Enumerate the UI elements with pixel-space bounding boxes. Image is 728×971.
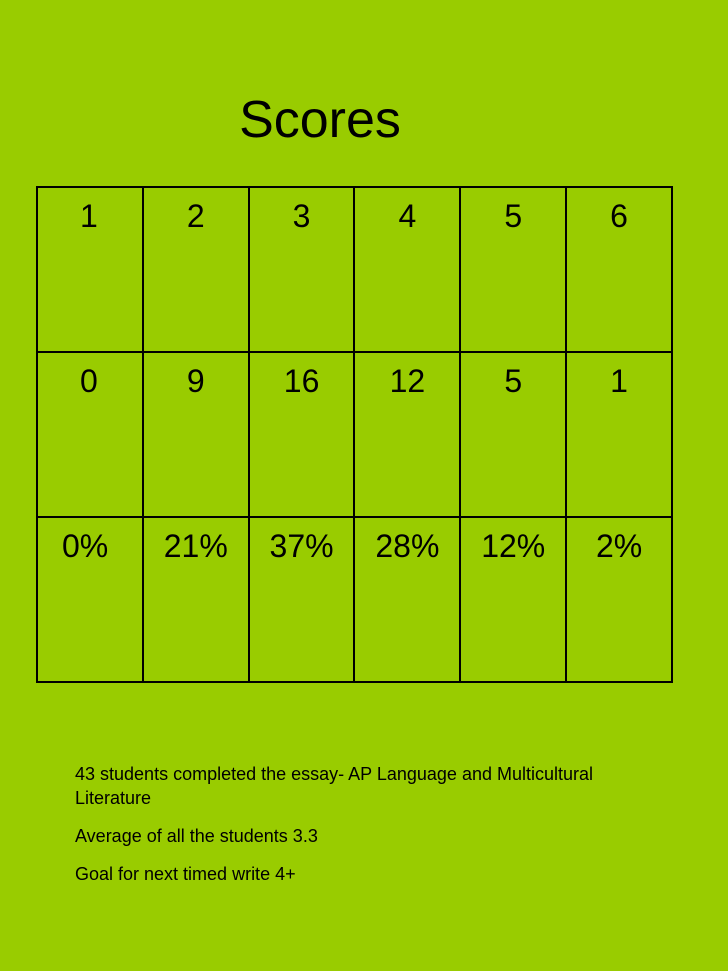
table-cell: 3 — [249, 187, 355, 352]
table-row-score — [37, 187, 672, 352]
notes-block — [75, 762, 635, 900]
table-cell: 2% — [566, 517, 672, 682]
slide-title: Scores — [239, 91, 401, 149]
table-cell: 5 — [460, 187, 566, 352]
table-cell: 16 — [249, 352, 355, 517]
table-cell: 0% — [37, 517, 143, 682]
table-cell: 1 — [37, 187, 143, 352]
table-cell: 4 — [354, 187, 460, 352]
table-cell: 2 — [143, 187, 249, 352]
table-cell: 37% — [249, 517, 355, 682]
table-cell: 0 — [37, 352, 143, 517]
table-cell: 12 — [354, 352, 460, 517]
table-cell: 28% — [354, 517, 460, 682]
table-cell: 5 — [460, 352, 566, 517]
table-row-count — [37, 352, 672, 517]
table-cell: 21% — [143, 517, 249, 682]
note-goal: Goal for next timed write 4+ — [75, 864, 296, 884]
table-cell: 6 — [566, 187, 672, 352]
table-cell: 9 — [143, 352, 249, 517]
table-row-percent — [37, 517, 672, 682]
scores-table — [36, 186, 673, 683]
table-cell: 1 — [566, 352, 672, 517]
note-average: Average of all the students 3.3 — [75, 826, 318, 846]
note-students-completed: 43 students completed the essay- AP Language and Multicultural Literature — [75, 764, 594, 808]
table-cell: 12% — [460, 517, 566, 682]
